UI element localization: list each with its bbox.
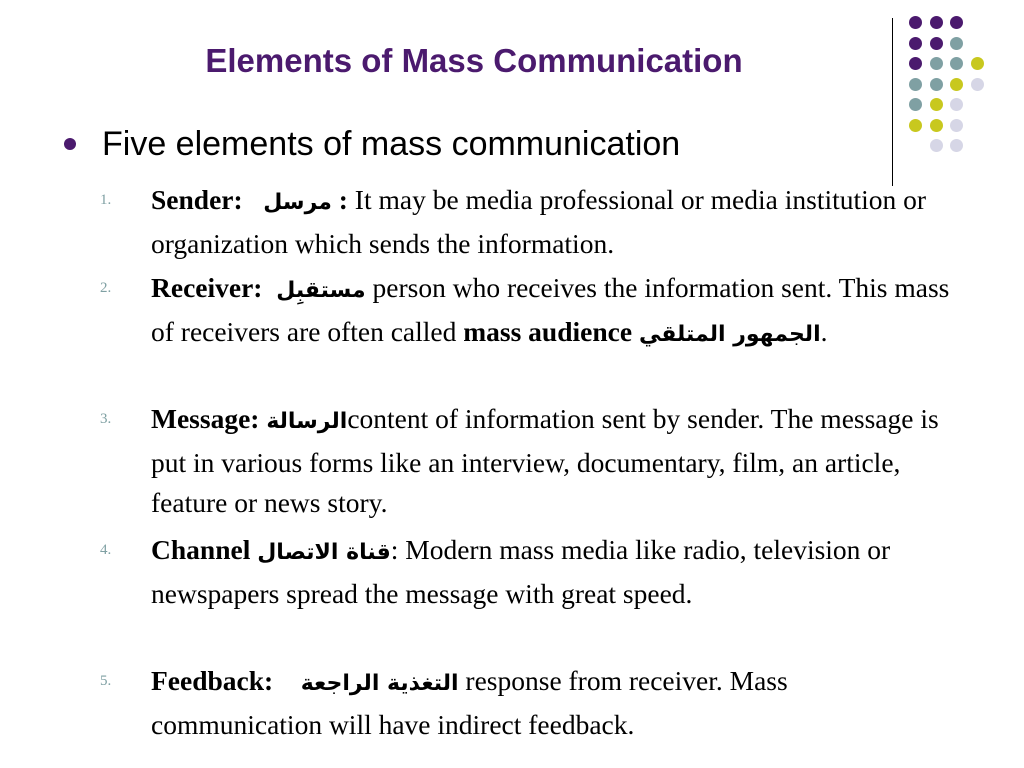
item-description: response from receiver. Mass communication will have indirect feedback. [151,665,788,740]
item-separator: : [331,184,355,215]
item-text [151,180,963,264]
item-label: Sender: [151,184,243,215]
item-end: . [820,315,828,347]
item-description: content of information sent by sender. The message is put in various forms like an interview, documentary, film, an article, feature or news story. [151,403,939,518]
item-text [151,661,963,745]
item-number: 5. [100,673,112,689]
item-separator: : [390,534,399,565]
item-bold-term: mass audience [463,315,633,347]
item-label: Feedback: [151,665,274,696]
item-description: Modern mass media like radio, television or newspapers spread the message with great speed. [151,534,891,609]
main-bullet: Five elements of mass communication [102,125,681,163]
item-label: Channel [151,534,251,565]
item-text [151,268,963,355]
item-arabic: مستقبِل [276,278,366,303]
item-number: 3. [100,411,112,427]
item-description: It may be media professional or media institution or organization which sends the information. [151,184,927,259]
item-text [151,399,963,524]
item-label: Receiver: [151,272,263,303]
item-number: 2. [100,280,112,296]
item-label: Message: [151,403,260,434]
item-arabic: التغذية الراجعة [300,671,459,696]
item-arabic: الرسالة [266,409,348,434]
item-number: 4. [100,542,112,558]
slide-title: Elements of Mass Communication [205,42,743,79]
item-arabic-term: الجمهور المتلقي [638,321,821,347]
item-arabic: قناة الاتصال [257,540,391,565]
item-text [151,530,963,614]
item-description: person who receives the information sent. This mass of receivers are often called [151,272,950,347]
item-arabic: مرسل [263,190,332,215]
item-number: 1. [100,192,112,208]
